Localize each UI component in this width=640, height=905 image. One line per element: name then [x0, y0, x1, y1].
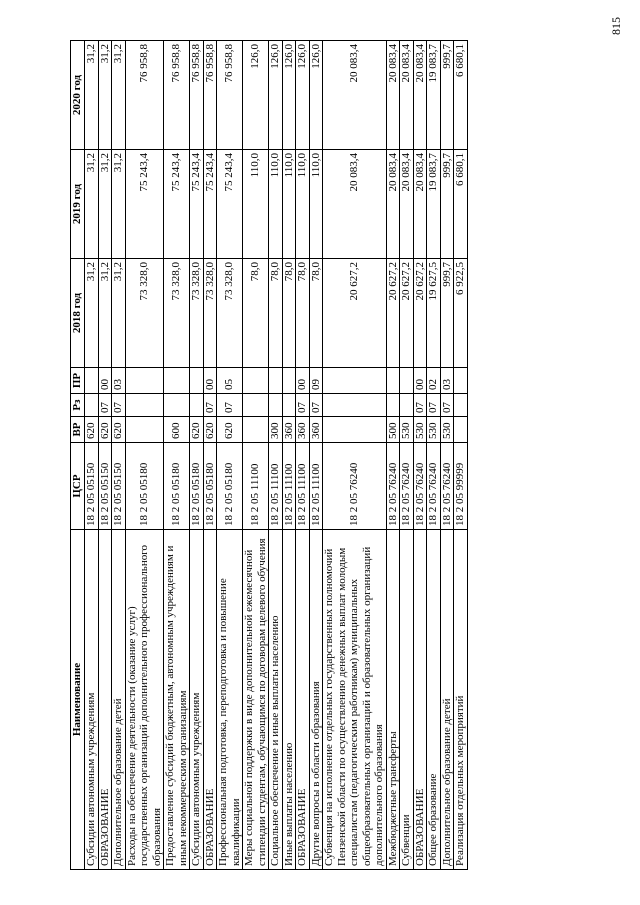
cell-2020: 6 680,1 — [454, 41, 468, 150]
header-vr: ВР — [71, 417, 85, 443]
cell-rz — [400, 394, 414, 417]
cell-2018: 31,2 — [85, 259, 99, 368]
cell-rz: 07 — [440, 394, 454, 417]
cell-csr: 18 2 05 05180 — [217, 443, 243, 530]
cell-rz — [164, 394, 190, 417]
cell-2018: 73 328,0 — [164, 259, 190, 368]
cell-2019: 110,0 — [269, 150, 283, 259]
table-row — [112, 41, 126, 870]
cell-rz — [386, 394, 400, 417]
cell-rz: 07 — [98, 394, 112, 417]
cell-2018: 78,0 — [243, 259, 269, 368]
table-row — [440, 41, 454, 870]
cell-rz — [125, 394, 164, 417]
cell-name: Предоставление субсидий бюджетным, автономным учреждениям и иным некоммерческим организациям — [164, 530, 190, 870]
page-number: 815 — [609, 17, 623, 35]
cell-rz: 07 — [427, 394, 441, 417]
cell-2020: 31,2 — [112, 41, 126, 150]
cell-name: Профессиональная подготовка, переподготовка и повышение квалификации — [217, 530, 243, 870]
cell-pr: 00 — [296, 368, 310, 394]
cell-2018: 78,0 — [309, 259, 323, 368]
cell-vr: 600 — [164, 417, 190, 443]
cell-2019: 20 083,4 — [386, 150, 400, 259]
cell-rz: 07 — [413, 394, 427, 417]
cell-vr: 620 — [203, 417, 217, 443]
cell-2020: 31,2 — [85, 41, 99, 150]
cell-vr: 620 — [190, 417, 204, 443]
cell-2018: 31,2 — [112, 259, 126, 368]
cell-pr: 09 — [309, 368, 323, 394]
cell-2018: 20 627,2 — [400, 259, 414, 368]
table-row — [282, 41, 296, 870]
cell-name: Субвенция на исполнение отдельных государственных полномочий Пензенской области по осуществлению денежных выплат молодым специалистам (педагогическим работникам) муниципальных общеобразовательных организаций и образовательных организаций дополнительного образования — [323, 530, 387, 870]
cell-2019: 999,7 — [440, 150, 454, 259]
cell-pr: 00 — [413, 368, 427, 394]
header-2020: 2020 год — [71, 41, 85, 150]
cell-2019: 75 243,4 — [164, 150, 190, 259]
cell-pr — [269, 368, 283, 394]
table-row — [323, 41, 387, 870]
cell-2018: 20 627,2 — [386, 259, 400, 368]
cell-2019: 75 243,4 — [125, 150, 164, 259]
cell-2020: 20 083,4 — [413, 41, 427, 150]
cell-name: ОБРАЗОВАНИЕ — [296, 530, 310, 870]
cell-csr: 18 2 05 05180 — [125, 443, 164, 530]
cell-name: Реализация отдельных мероприятий — [454, 530, 468, 870]
cell-vr: 620 — [217, 417, 243, 443]
cell-vr — [323, 417, 387, 443]
cell-2018: 31,2 — [98, 259, 112, 368]
cell-pr: 03 — [440, 368, 454, 394]
cell-csr: 18 2 05 11100 — [296, 443, 310, 530]
cell-2018: 20 627,2 — [323, 259, 387, 368]
cell-csr: 18 2 05 05150 — [85, 443, 99, 530]
cell-csr: 18 2 05 05150 — [98, 443, 112, 530]
cell-rz — [243, 394, 269, 417]
cell-vr: 530 — [400, 417, 414, 443]
cell-name: Иные выплаты населению — [282, 530, 296, 870]
cell-2019: 75 243,4 — [217, 150, 243, 259]
cell-name: Другие вопросы в области образования — [309, 530, 323, 870]
cell-csr: 18 2 05 76240 — [400, 443, 414, 530]
cell-pr: 02 — [427, 368, 441, 394]
cell-2020: 126,0 — [296, 41, 310, 150]
cell-2020: 31,2 — [98, 41, 112, 150]
cell-2019: 6 680,1 — [454, 150, 468, 259]
cell-csr: 18 2 05 76240 — [427, 443, 441, 530]
cell-vr: 620 — [85, 417, 99, 443]
cell-rz: 07 — [203, 394, 217, 417]
table-row — [269, 41, 283, 870]
cell-2019: 110,0 — [309, 150, 323, 259]
table-row — [413, 41, 427, 870]
cell-vr: 530 — [427, 417, 441, 443]
table-row — [427, 41, 441, 870]
cell-csr: 18 2 05 76240 — [440, 443, 454, 530]
cell-name: Расходы на обеспечение деятельности (оказание услуг) государственных организаций дополнительного профессионального образования — [125, 530, 164, 870]
cell-pr — [282, 368, 296, 394]
cell-rz: 07 — [217, 394, 243, 417]
table-row — [125, 41, 164, 870]
budget-table — [70, 40, 468, 870]
cell-2019: 31,2 — [98, 150, 112, 259]
table-row — [243, 41, 269, 870]
cell-2018: 6 922,5 — [454, 259, 468, 368]
cell-csr: 18 2 05 76240 — [323, 443, 387, 530]
cell-name: Субсидии автономным учреждениям — [190, 530, 204, 870]
cell-csr: 18 2 05 11100 — [309, 443, 323, 530]
cell-2020: 20 083,4 — [400, 41, 414, 150]
cell-rz: 07 — [112, 394, 126, 417]
cell-pr — [190, 368, 204, 394]
cell-2020: 76 958,8 — [190, 41, 204, 150]
table-row — [217, 41, 243, 870]
cell-pr — [386, 368, 400, 394]
table-row — [309, 41, 323, 870]
cell-name: Социальное обеспечение и иные выплаты населению — [269, 530, 283, 870]
cell-vr: 300 — [269, 417, 283, 443]
cell-2019: 110,0 — [296, 150, 310, 259]
cell-pr: 03 — [112, 368, 126, 394]
cell-vr — [454, 417, 468, 443]
cell-name: Общее образование — [427, 530, 441, 870]
cell-2019: 75 243,4 — [190, 150, 204, 259]
table-row — [296, 41, 310, 870]
cell-2020: 999,7 — [440, 41, 454, 150]
header-name: Наименование — [71, 530, 85, 870]
cell-pr: 00 — [98, 368, 112, 394]
cell-vr: 360 — [309, 417, 323, 443]
cell-name: ОБРАЗОВАНИЕ — [98, 530, 112, 870]
cell-pr — [85, 368, 99, 394]
cell-vr: 530 — [440, 417, 454, 443]
table-row — [164, 41, 190, 870]
cell-name: Межбюджетные трансферты — [386, 530, 400, 870]
cell-name: Дополнительное образование детей — [440, 530, 454, 870]
cell-rz: 07 — [309, 394, 323, 417]
table-row — [454, 41, 468, 870]
cell-name: Субвенции — [400, 530, 414, 870]
cell-vr: 530 — [413, 417, 427, 443]
cell-2020: 20 083,4 — [386, 41, 400, 150]
table-row — [203, 41, 217, 870]
cell-csr: 18 2 05 05180 — [190, 443, 204, 530]
cell-vr: 360 — [282, 417, 296, 443]
header-pr: ПР — [71, 368, 85, 394]
cell-pr — [243, 368, 269, 394]
cell-2018: 19 627,5 — [427, 259, 441, 368]
header-2018: 2018 год — [71, 259, 85, 368]
cell-2020: 76 958,8 — [217, 41, 243, 150]
cell-name: Субсидии автономным учреждениям — [85, 530, 99, 870]
cell-csr: 18 2 05 11100 — [243, 443, 269, 530]
cell-2019: 20 083,4 — [400, 150, 414, 259]
cell-pr — [454, 368, 468, 394]
header-rz: Рз — [71, 394, 85, 417]
cell-2020: 76 958,8 — [164, 41, 190, 150]
cell-2020: 20 083,4 — [323, 41, 387, 150]
cell-rz — [323, 394, 387, 417]
cell-name: Меры социальной поддержки в виде дополнительной ежемесячной стипендии студентам, обучающимся по договорам целевого обучения — [243, 530, 269, 870]
cell-2020: 19 083,7 — [427, 41, 441, 150]
cell-csr: 18 2 05 99999 — [454, 443, 468, 530]
cell-2019: 110,0 — [243, 150, 269, 259]
cell-2018: 73 328,0 — [190, 259, 204, 368]
cell-csr: 18 2 05 05180 — [164, 443, 190, 530]
cell-2018: 20 627,2 — [413, 259, 427, 368]
cell-pr: 00 — [203, 368, 217, 394]
cell-2020: 126,0 — [269, 41, 283, 150]
cell-2019: 75 243,4 — [203, 150, 217, 259]
cell-csr: 18 2 05 76240 — [386, 443, 400, 530]
cell-2018: 73 328,0 — [217, 259, 243, 368]
header-2019: 2019 год — [71, 150, 85, 259]
cell-2018: 78,0 — [269, 259, 283, 368]
cell-pr — [400, 368, 414, 394]
cell-2019: 31,2 — [85, 150, 99, 259]
cell-vr — [125, 417, 164, 443]
cell-pr — [323, 368, 387, 394]
cell-pr — [125, 368, 164, 394]
cell-name: ОБРАЗОВАНИЕ — [413, 530, 427, 870]
cell-vr — [243, 417, 269, 443]
table-row — [190, 41, 204, 870]
cell-name: Дополнительное образование детей — [112, 530, 126, 870]
cell-rz — [454, 394, 468, 417]
table-row — [400, 41, 414, 870]
cell-vr: 360 — [296, 417, 310, 443]
cell-2019: 31,2 — [112, 150, 126, 259]
cell-2018: 999,7 — [440, 259, 454, 368]
cell-csr: 18 2 05 76240 — [413, 443, 427, 530]
cell-vr: 620 — [98, 417, 112, 443]
cell-2020: 76 958,8 — [203, 41, 217, 150]
cell-rz — [85, 394, 99, 417]
cell-csr: 18 2 05 11100 — [282, 443, 296, 530]
cell-rz — [282, 394, 296, 417]
cell-2018: 78,0 — [296, 259, 310, 368]
cell-2019: 20 083,4 — [323, 150, 387, 259]
cell-2018: 78,0 — [282, 259, 296, 368]
cell-2018: 73 328,0 — [203, 259, 217, 368]
cell-2019: 19 083,7 — [427, 150, 441, 259]
cell-2020: 76 958,8 — [125, 41, 164, 150]
cell-csr: 18 2 05 05180 — [203, 443, 217, 530]
header-row — [71, 41, 85, 870]
cell-2020: 126,0 — [309, 41, 323, 150]
cell-vr: 500 — [386, 417, 400, 443]
cell-rz — [269, 394, 283, 417]
cell-2020: 126,0 — [282, 41, 296, 150]
table-row — [98, 41, 112, 870]
cell-pr: 05 — [217, 368, 243, 394]
header-csr: ЦСР — [71, 443, 85, 530]
cell-vr: 620 — [112, 417, 126, 443]
cell-name: ОБРАЗОВАНИЕ — [203, 530, 217, 870]
cell-2019: 20 083,4 — [413, 150, 427, 259]
cell-csr: 18 2 05 05150 — [112, 443, 126, 530]
cell-2019: 110,0 — [282, 150, 296, 259]
cell-csr: 18 2 05 11100 — [269, 443, 283, 530]
table-row — [386, 41, 400, 870]
cell-rz — [190, 394, 204, 417]
cell-rz: 07 — [296, 394, 310, 417]
cell-2020: 126,0 — [243, 41, 269, 150]
table-row — [85, 41, 99, 870]
cell-2018: 73 328,0 — [125, 259, 164, 368]
cell-pr — [164, 368, 190, 394]
